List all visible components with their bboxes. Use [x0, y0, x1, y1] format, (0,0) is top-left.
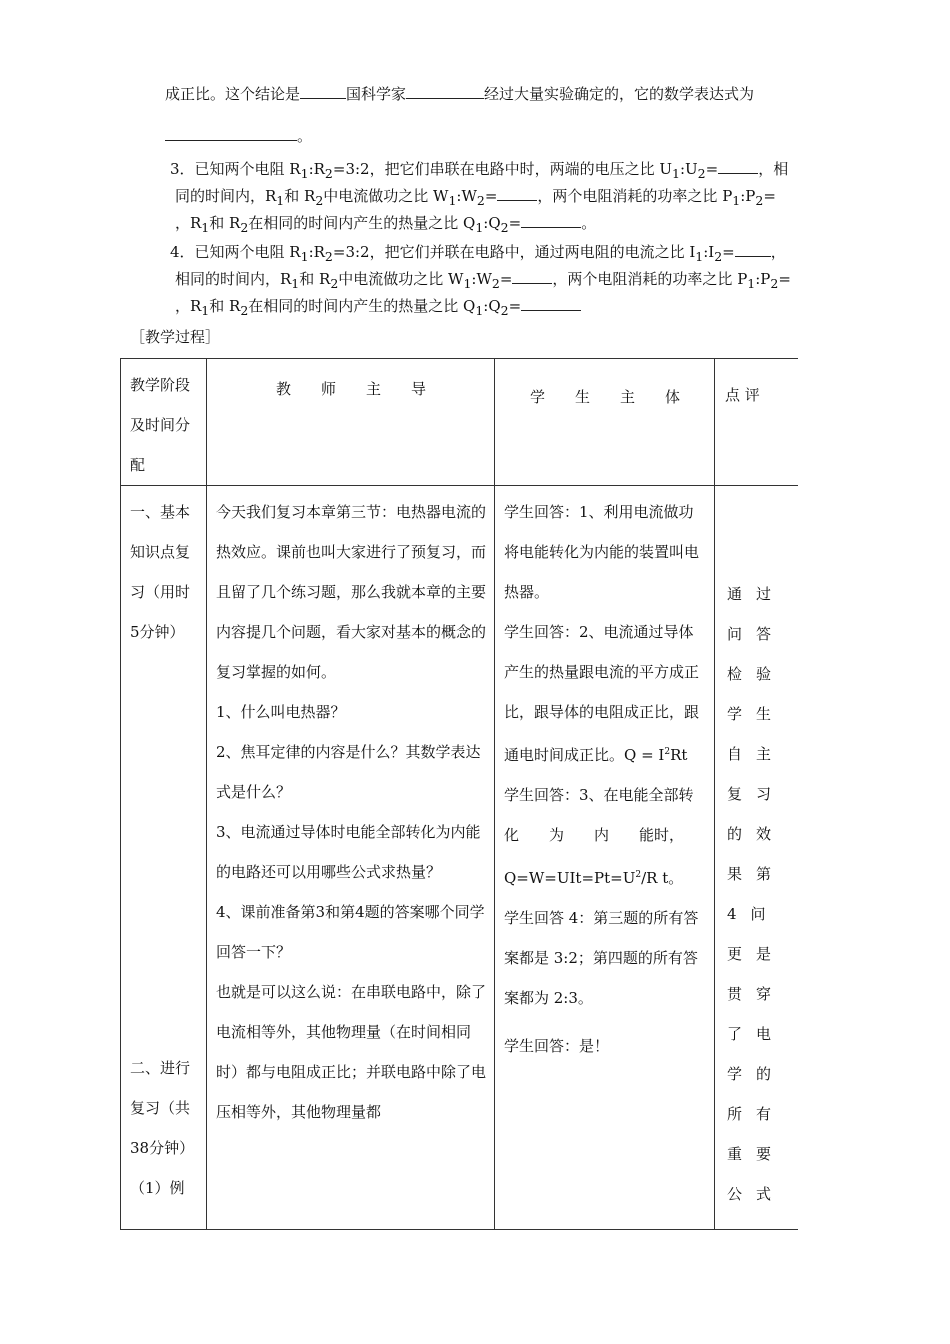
- stage-2: 二、进行复习（共38分钟）: [130, 1059, 195, 1157]
- comment-text: 通过问答检验学生自主复习的效果第4问更是贯穿了电学的所有重要公式: [727, 585, 786, 1203]
- header-comment: 点 评: [725, 386, 760, 404]
- header-teacher-cell: [207, 359, 495, 486]
- student-answer: 学生回答 4：第三题的所有答案都是 3:2；第四题的所有答案都为 2:3。: [504, 909, 699, 1007]
- header-teacher: 教 师 主 导: [275, 380, 426, 398]
- answer-blank[interactable]: [165, 124, 297, 141]
- teaching-process-table: [120, 358, 798, 1230]
- header-stage-cell: [121, 359, 207, 486]
- teacher-paragraph: 1、什么叫电热器？: [216, 703, 346, 721]
- stage-3: （1）例: [130, 1179, 185, 1197]
- section-title: ［教学过程］: [130, 328, 221, 346]
- student-answer: 学生回答：是！: [504, 1037, 610, 1055]
- header-comment-cell: [715, 359, 798, 486]
- intro-text-a: 成正比。这个结论是: [165, 85, 301, 103]
- teacher-paragraph: 也就是可以这么说：在串联电路中，除了电流相等外，其他物理量（在时间相同时）都与电阻成正比；并联电路中除了电压相等外，其他物理量都: [216, 983, 487, 1121]
- stage-1: 一、基本知识点复习（用时5分钟）: [130, 503, 191, 641]
- student-answer: 学生回答：1、利用电流做功将电能转化为内能的装置叫电热器。: [504, 503, 700, 601]
- answer-blank[interactable]: [300, 82, 346, 99]
- teacher-content: [207, 486, 494, 1132]
- question-4-line-2: 相同的时间内，$R_1$和 $R_2$中电流做功之比 $W_1:W_2=$ ，两个电阻消耗的功率之比 $P_1:P_2=$: [175, 267, 791, 295]
- answer-blank[interactable]: [718, 157, 758, 174]
- header-student-cell: [495, 359, 715, 486]
- answer-blank[interactable]: [521, 211, 581, 228]
- answer-blank[interactable]: [735, 240, 771, 257]
- header-student: 学 生 主 体: [529, 388, 680, 406]
- answer-blank[interactable]: [406, 82, 484, 99]
- teacher-paragraph: 4、课前准备第3和第4题的答案哪个同学回答一下？: [216, 903, 485, 961]
- question-3-line-2: 同的时间内，$R_1$和 $R_2$中电流做功之比 $W_1:W_2=$ ，两个电阻消耗的功率之比 $P_1:P_2=$: [175, 184, 776, 212]
- student-cell: [495, 486, 724, 1230]
- answer-blank[interactable]: [521, 294, 581, 311]
- intro-text-c: 经过大量实验确定的，它的数学表达式为: [484, 85, 755, 103]
- intro-line-1: [165, 82, 754, 105]
- answer-blank[interactable]: [497, 184, 537, 201]
- student-answer: 学生回答：3、在电能全部转 化 为 内 能时，$Q=W=UIt=Pt=U^2/R$ t。: [504, 786, 724, 887]
- question-4-line-1: 4．已知两个电阻 $R_1:R_2=3:2$，把它们并联在电路中，通过两电阻的电流之比 $I_1:I_2=$ ，: [170, 240, 786, 268]
- table-header-row: [121, 359, 798, 486]
- teacher-paragraph: 今天我们复习本章第三节：电热器电流的热效应。课前也叫大家进行了预复习，而且留了几个练习题，那么我就本章的主要内容提几个问题，看大家对基本的概念的复习掌握的如何。: [216, 503, 487, 681]
- intro-text-end: 。: [297, 127, 313, 145]
- comment-cell: [715, 486, 798, 1230]
- answer-blank[interactable]: [512, 267, 552, 284]
- table-body-row: [121, 486, 798, 1230]
- intro-line-2: [165, 124, 312, 147]
- teacher-paragraph: 3、电流通过导体时电能全部转化为内能的电路还可以用哪些公式求热量？: [216, 823, 481, 881]
- teacher-cell: [207, 486, 495, 1230]
- question-3-line-3: ，$R_1$和 $R_2$在相同的时间内产生的热量之比 $Q_1:Q_2=$ 。: [175, 211, 596, 239]
- stage-cell: [121, 486, 207, 1230]
- teacher-paragraph: 2、焦耳定律的内容是什么？其数学表达式是什么？: [216, 743, 481, 801]
- intro-text-b: 国科学家: [346, 85, 407, 103]
- question-4-line-3: ，$R_1$和 $R_2$在相同的时间内产生的热量之比 $Q_1:Q_2=$: [175, 294, 581, 322]
- header-stage: 教学阶段及时间分配: [130, 376, 191, 474]
- question-3-line-1: 3．已知两个电阻 $R_1:R_2=3:2$，把它们串联在电路中时，两端的电压之比 $U_1:U_2=$ ，相: [170, 157, 788, 185]
- student-answer: 学生回答：2、电流通过导体产生的热量跟电流的平方成正比，跟导体的电阻成正比，跟通电时间成正比。$Q = I^2Rt$: [504, 623, 700, 764]
- student-content: [495, 486, 724, 1066]
